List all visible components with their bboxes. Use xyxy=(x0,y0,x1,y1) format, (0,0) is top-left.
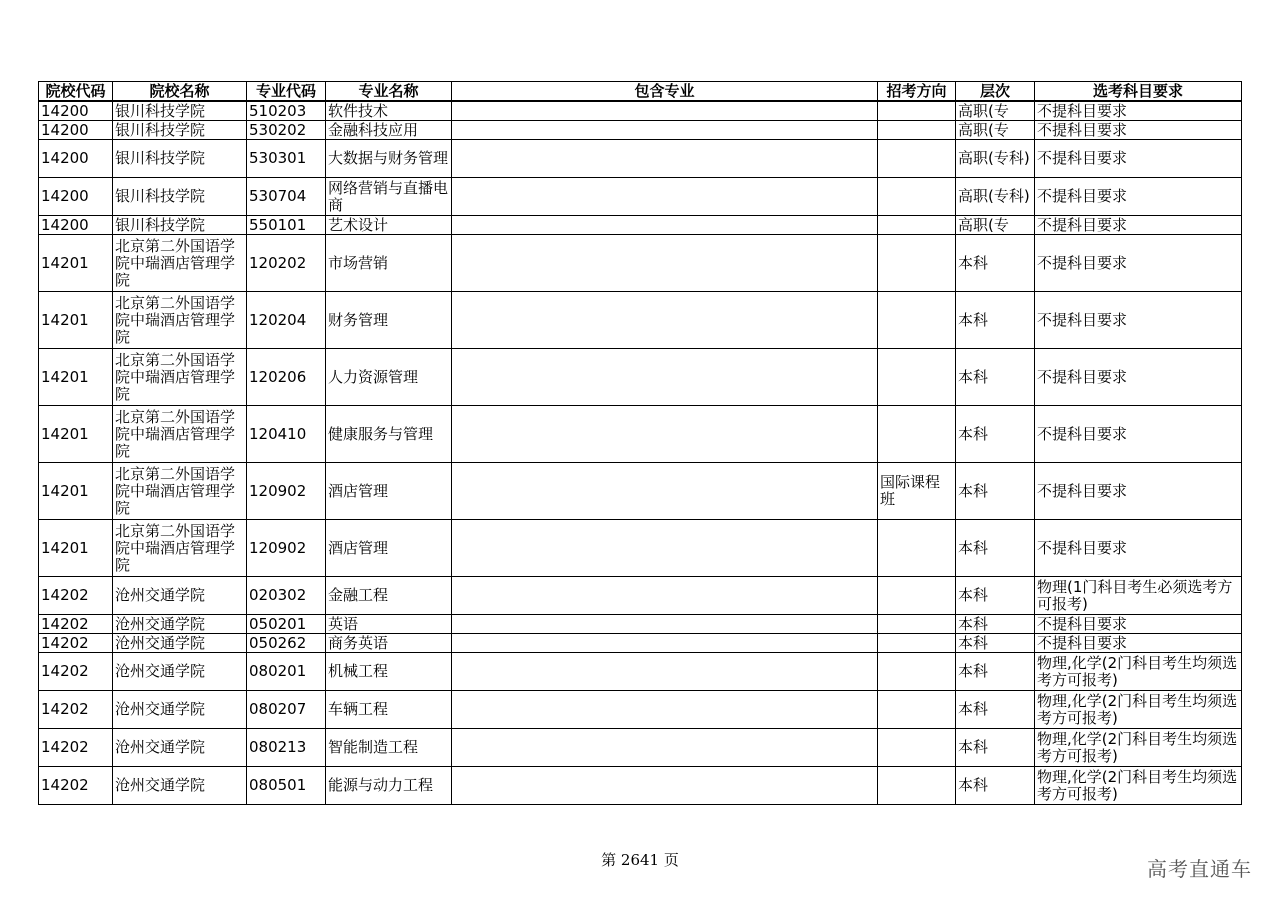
table-row xyxy=(39,729,1242,767)
cell-major-name: 机械工程 xyxy=(326,653,452,691)
cell-direction xyxy=(878,577,956,615)
cell-school-name: 北京第二外国语学院中瑞酒店管理学院 xyxy=(113,235,247,292)
cell-direction xyxy=(878,140,956,178)
table-row xyxy=(39,216,1242,235)
cell-included-majors xyxy=(452,121,878,140)
cell-major-code: 550101 xyxy=(247,216,326,235)
cell-major-name: 艺术设计 xyxy=(326,216,452,235)
cell-direction xyxy=(878,216,956,235)
cell-school-code: 14201 xyxy=(39,235,113,292)
cell-school-code: 14200 xyxy=(39,216,113,235)
table-row xyxy=(39,520,1242,577)
cell-school-name: 沧州交通学院 xyxy=(113,634,247,653)
cell-level: 本科 xyxy=(956,520,1035,577)
cell-included-majors xyxy=(452,140,878,178)
cell-subject-requirement: 不提科目要求 xyxy=(1035,349,1242,406)
cell-major-code: 530704 xyxy=(247,178,326,216)
cell-level: 本科 xyxy=(956,463,1035,520)
cell-major-code: 080501 xyxy=(247,767,326,805)
cell-school-code: 14201 xyxy=(39,520,113,577)
cell-direction xyxy=(878,729,956,767)
cell-subject-requirement: 不提科目要求 xyxy=(1035,178,1242,216)
cell-school-name: 北京第二外国语学院中瑞酒店管理学院 xyxy=(113,463,247,520)
table-row xyxy=(39,653,1242,691)
cell-direction xyxy=(878,235,956,292)
cell-school-name: 银川科技学院 xyxy=(113,216,247,235)
cell-subject-requirement: 不提科目要求 xyxy=(1035,634,1242,653)
cell-included-majors xyxy=(452,216,878,235)
header-subject-requirement: 选考科目要求 xyxy=(1035,82,1242,102)
table-row xyxy=(39,577,1242,615)
cell-major-name: 智能制造工程 xyxy=(326,729,452,767)
cell-school-code: 14202 xyxy=(39,691,113,729)
cell-level: 本科 xyxy=(956,292,1035,349)
cell-subject-requirement: 不提科目要求 xyxy=(1035,140,1242,178)
cell-direction xyxy=(878,520,956,577)
cell-school-code: 14201 xyxy=(39,463,113,520)
cell-level: 高职(专 xyxy=(956,101,1035,121)
cell-major-name: 车辆工程 xyxy=(326,691,452,729)
cell-subject-requirement: 物理,化学(2门科目考生均须选考方可报考) xyxy=(1035,653,1242,691)
cell-direction xyxy=(878,101,956,121)
cell-school-code: 14202 xyxy=(39,577,113,615)
cell-level: 本科 xyxy=(956,634,1035,653)
cell-school-name: 银川科技学院 xyxy=(113,140,247,178)
cell-level: 本科 xyxy=(956,349,1035,406)
cell-direction xyxy=(878,406,956,463)
cell-subject-requirement: 物理,化学(2门科目考生均须选考方可报考) xyxy=(1035,767,1242,805)
cell-major-code: 020302 xyxy=(247,577,326,615)
cell-level: 高职(专科) xyxy=(956,178,1035,216)
cell-school-name: 银川科技学院 xyxy=(113,101,247,121)
cell-school-code: 14202 xyxy=(39,615,113,634)
cell-included-majors xyxy=(452,691,878,729)
cell-major-code: 120410 xyxy=(247,406,326,463)
cell-subject-requirement: 不提科目要求 xyxy=(1035,463,1242,520)
cell-school-name: 北京第二外国语学院中瑞酒店管理学院 xyxy=(113,349,247,406)
cell-school-code: 14202 xyxy=(39,767,113,805)
cell-school-code: 14201 xyxy=(39,292,113,349)
cell-included-majors xyxy=(452,178,878,216)
page-number: 第 2641 页 xyxy=(601,851,679,869)
cell-subject-requirement: 不提科目要求 xyxy=(1035,121,1242,140)
cell-major-code: 120202 xyxy=(247,235,326,292)
cell-subject-requirement: 不提科目要求 xyxy=(1035,292,1242,349)
cell-major-name: 能源与动力工程 xyxy=(326,767,452,805)
cell-school-code: 14202 xyxy=(39,634,113,653)
cell-major-code: 510203 xyxy=(247,101,326,121)
cell-major-name: 网络营销与直播电商 xyxy=(326,178,452,216)
cell-major-code: 120206 xyxy=(247,349,326,406)
cell-major-name: 金融工程 xyxy=(326,577,452,615)
header-level: 层次 xyxy=(956,82,1035,102)
cell-major-code: 080201 xyxy=(247,653,326,691)
cell-major-code: 080207 xyxy=(247,691,326,729)
cell-major-name: 市场营销 xyxy=(326,235,452,292)
cell-included-majors xyxy=(452,463,878,520)
cell-direction xyxy=(878,691,956,729)
cell-included-majors xyxy=(452,729,878,767)
cell-major-name: 商务英语 xyxy=(326,634,452,653)
header-major-code: 专业代码 xyxy=(247,82,326,102)
cell-included-majors xyxy=(452,577,878,615)
cell-school-name: 沧州交通学院 xyxy=(113,729,247,767)
table-row xyxy=(39,406,1242,463)
cell-subject-requirement: 不提科目要求 xyxy=(1035,235,1242,292)
cell-school-name: 银川科技学院 xyxy=(113,121,247,140)
cell-direction: 国际课程班 xyxy=(878,463,956,520)
cell-subject-requirement: 不提科目要求 xyxy=(1035,216,1242,235)
cell-major-name: 软件技术 xyxy=(326,101,452,121)
cell-school-name: 银川科技学院 xyxy=(113,178,247,216)
cell-included-majors xyxy=(452,767,878,805)
table-row xyxy=(39,101,1242,121)
cell-major-name: 人力资源管理 xyxy=(326,349,452,406)
cell-included-majors xyxy=(452,349,878,406)
cell-major-name: 财务管理 xyxy=(326,292,452,349)
header-included-majors: 包含专业 xyxy=(452,82,878,102)
cell-level: 本科 xyxy=(956,577,1035,615)
cell-major-name: 大数据与财务管理 xyxy=(326,140,452,178)
cell-included-majors xyxy=(452,653,878,691)
cell-major-code: 080213 xyxy=(247,729,326,767)
admissions-table xyxy=(38,81,1242,805)
cell-direction xyxy=(878,767,956,805)
cell-subject-requirement: 不提科目要求 xyxy=(1035,406,1242,463)
cell-subject-requirement: 物理,化学(2门科目考生均须选考方可报考) xyxy=(1035,729,1242,767)
cell-level: 本科 xyxy=(956,729,1035,767)
cell-major-code: 120902 xyxy=(247,463,326,520)
cell-level: 本科 xyxy=(956,767,1035,805)
cell-included-majors xyxy=(452,101,878,121)
cell-major-code: 050201 xyxy=(247,615,326,634)
table-row xyxy=(39,121,1242,140)
cell-direction xyxy=(878,653,956,691)
cell-direction xyxy=(878,615,956,634)
table-row xyxy=(39,178,1242,216)
cell-school-name: 北京第二外国语学院中瑞酒店管理学院 xyxy=(113,520,247,577)
cell-major-name: 酒店管理 xyxy=(326,463,452,520)
cell-direction xyxy=(878,178,956,216)
header-direction: 招考方向 xyxy=(878,82,956,102)
cell-major-name: 英语 xyxy=(326,615,452,634)
cell-school-code: 14200 xyxy=(39,121,113,140)
cell-school-code: 14200 xyxy=(39,101,113,121)
header-school-name: 院校名称 xyxy=(113,82,247,102)
cell-school-name: 北京第二外国语学院中瑞酒店管理学院 xyxy=(113,406,247,463)
cell-school-name: 沧州交通学院 xyxy=(113,691,247,729)
cell-school-code: 14200 xyxy=(39,140,113,178)
cell-major-code: 120204 xyxy=(247,292,326,349)
cell-major-code: 530301 xyxy=(247,140,326,178)
cell-direction xyxy=(878,634,956,653)
table-row xyxy=(39,140,1242,178)
cell-major-name: 健康服务与管理 xyxy=(326,406,452,463)
cell-subject-requirement: 物理(1门科目考生必须选考方可报考) xyxy=(1035,577,1242,615)
table-body xyxy=(39,101,1242,805)
cell-major-name: 金融科技应用 xyxy=(326,121,452,140)
cell-school-code: 14202 xyxy=(39,729,113,767)
cell-level: 本科 xyxy=(956,615,1035,634)
cell-subject-requirement: 不提科目要求 xyxy=(1035,615,1242,634)
table-row xyxy=(39,691,1242,729)
cell-major-code: 530202 xyxy=(247,121,326,140)
cell-school-code: 14201 xyxy=(39,349,113,406)
cell-included-majors xyxy=(452,634,878,653)
cell-subject-requirement: 不提科目要求 xyxy=(1035,101,1242,121)
table-row xyxy=(39,349,1242,406)
cell-direction xyxy=(878,349,956,406)
cell-included-majors xyxy=(452,615,878,634)
cell-school-code: 14200 xyxy=(39,178,113,216)
cell-school-name: 北京第二外国语学院中瑞酒店管理学院 xyxy=(113,292,247,349)
cell-level: 高职(专 xyxy=(956,216,1035,235)
cell-school-name: 沧州交通学院 xyxy=(113,653,247,691)
cell-included-majors xyxy=(452,235,878,292)
cell-school-name: 沧州交通学院 xyxy=(113,577,247,615)
table-row xyxy=(39,634,1242,653)
cell-subject-requirement: 不提科目要求 xyxy=(1035,520,1242,577)
table-row xyxy=(39,767,1242,805)
cell-direction xyxy=(878,292,956,349)
cell-subject-requirement: 物理,化学(2门科目考生均须选考方可报考) xyxy=(1035,691,1242,729)
cell-major-code: 120902 xyxy=(247,520,326,577)
cell-included-majors xyxy=(452,292,878,349)
cell-school-name: 沧州交通学院 xyxy=(113,767,247,805)
cell-school-code: 14201 xyxy=(39,406,113,463)
cell-school-name: 沧州交通学院 xyxy=(113,615,247,634)
cell-major-code: 050262 xyxy=(247,634,326,653)
cell-level: 本科 xyxy=(956,235,1035,292)
watermark-text: 高考直通车 xyxy=(1147,857,1252,881)
cell-school-code: 14202 xyxy=(39,653,113,691)
cell-major-name: 酒店管理 xyxy=(326,520,452,577)
header-major-name: 专业名称 xyxy=(326,82,452,102)
cell-included-majors xyxy=(452,520,878,577)
table-row xyxy=(39,235,1242,292)
table-row xyxy=(39,615,1242,634)
cell-included-majors xyxy=(452,406,878,463)
cell-level: 本科 xyxy=(956,691,1035,729)
cell-level: 高职(专科) xyxy=(956,140,1035,178)
table-header-row xyxy=(39,82,1242,102)
cell-level: 本科 xyxy=(956,653,1035,691)
table-row xyxy=(39,463,1242,520)
cell-level: 本科 xyxy=(956,406,1035,463)
cell-level: 高职(专 xyxy=(956,121,1035,140)
cell-direction xyxy=(878,121,956,140)
header-school-code: 院校代码 xyxy=(39,82,113,102)
table-row xyxy=(39,292,1242,349)
